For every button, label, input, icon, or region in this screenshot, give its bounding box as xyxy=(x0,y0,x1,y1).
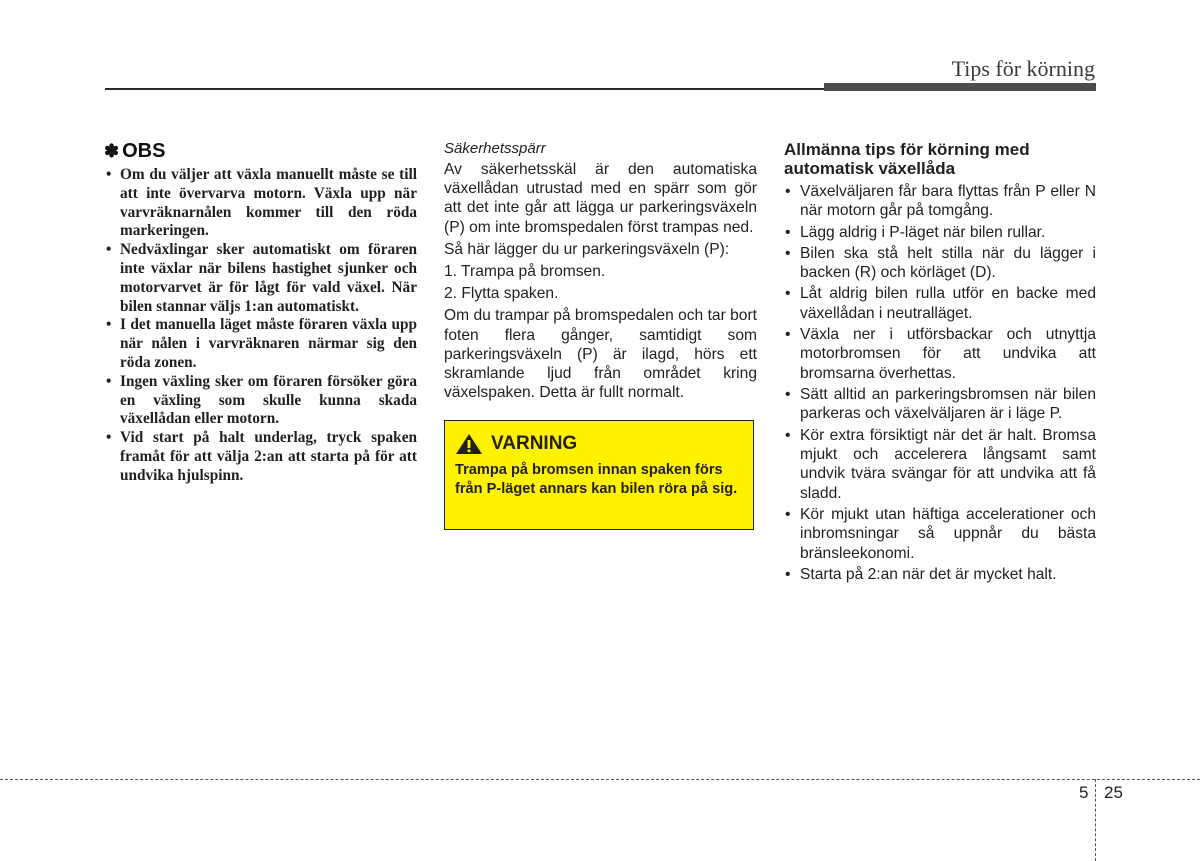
general-tips-list xyxy=(784,182,1096,585)
obs-item: • Ingen växling sker om föraren försöker göra en växling som skulle kunna skada växellådan eller motorn. xyxy=(104,373,417,429)
chapter-number: 5 xyxy=(1079,783,1089,802)
general-tips-section xyxy=(784,140,1096,586)
safety-lock-step: 1. Trampa på bromsen. xyxy=(444,263,606,281)
obs-note xyxy=(104,140,417,486)
tip-item: • Växla ner i utförsbackar och utnyttja motorbromsen för att undvika att bromsarna överhettas. xyxy=(784,325,1096,383)
safety-lock-paragraph: Av säkerhetsskäl är den automatiska växellådan utrustad med en spärr som gör att det inte går att lägga ur parkeringsväxeln (P) om inte bromspedalen först trampas ned. xyxy=(444,161,757,236)
obs-title: OBS xyxy=(122,140,166,162)
page-number: 25 xyxy=(1104,783,1123,802)
safety-lock-paragraph: Så här lägger du ur parkeringsväxeln (P): xyxy=(444,240,730,258)
safety-lock-section xyxy=(444,140,757,530)
tip-item: • Sätt alltid an parkeringsbromsen när bilen parkeras och växelväljaren är i läge P. xyxy=(784,385,1096,424)
safety-lock-heading: Säkerhetsspärr xyxy=(444,140,546,157)
footer-vertical-divider xyxy=(1095,779,1096,861)
tip-item: • Starta på 2:an när det är mycket halt. xyxy=(784,565,1096,584)
obs-item: • Nedväxlingar sker automatiskt om föraren inte växlar när bilens hastighet sjunker och motorvarvet är för lågt för vald växel. När bilen stannar väljs 1:an automatiskt. xyxy=(104,241,417,316)
warning-box xyxy=(444,420,754,530)
tip-item: • Bilen ska stå helt stilla när du lägger i backen (R) och körläget (D). xyxy=(784,244,1096,283)
obs-item: • Om du väljer att växla manuellt måste se till att inte övervarva motorn. Växla upp när varvräknarnålen kommer till den röda markeringen. xyxy=(104,166,417,241)
general-tips-heading: Allmänna tips för körning med automatisk växellåda xyxy=(784,140,1030,178)
obs-list xyxy=(104,166,417,486)
safety-lock-step: 2. Flytta spaken. xyxy=(444,285,559,303)
warning-title: VARNING xyxy=(491,433,578,455)
obs-heading xyxy=(104,140,417,162)
obs-item: • Vid start på halt underlag, tryck spaken framåt för att välja 2:an att starta på för att undvika hjulspinn. xyxy=(104,429,417,485)
footer-divider xyxy=(0,779,1200,780)
tip-item: • Kör mjukt utan häftiga accelerationer och inbromsningar så uppnår du bästa bränsleekonomi. xyxy=(784,505,1096,563)
warning-text: Trampa på bromsen innan spaken förs från P-läget annars kan bilen röra på sig. xyxy=(455,462,738,498)
section-title: Tips för körning xyxy=(951,56,1095,81)
warning-heading xyxy=(455,433,743,455)
tip-item: • Kör extra försiktigt när det är halt. Bromsa mjukt och accelerera långsamt samt undvik tvära svängar för att undvika att få sladd. xyxy=(784,426,1096,504)
obs-item: • I det manuella läget måste föraren växla upp när nålen i varvräknaren närmar sig den röda zonen. xyxy=(104,316,417,372)
safety-lock-paragraph: Om du trampar på bromspedalen och tar bort foten flera gånger, samtidigt som parkeringsväxeln (P) är ilagd, hörs ett skramlande ljud från området kring växelspaken. Detta är fullt normalt. xyxy=(444,307,757,402)
tip-item: • Låt aldrig bilen rulla utför en backe med växellådan i neutralläget. xyxy=(784,284,1096,323)
asterisk-icon: ✽ xyxy=(104,141,120,161)
tip-item: • Växelväljaren får bara flyttas från P eller N när motorn går på tomgång. xyxy=(784,182,1096,221)
warning-triangle-icon xyxy=(455,433,483,455)
header-accent-bar xyxy=(824,83,1096,91)
tip-item: • Lägg aldrig i P-läget när bilen rullar. xyxy=(784,223,1096,242)
